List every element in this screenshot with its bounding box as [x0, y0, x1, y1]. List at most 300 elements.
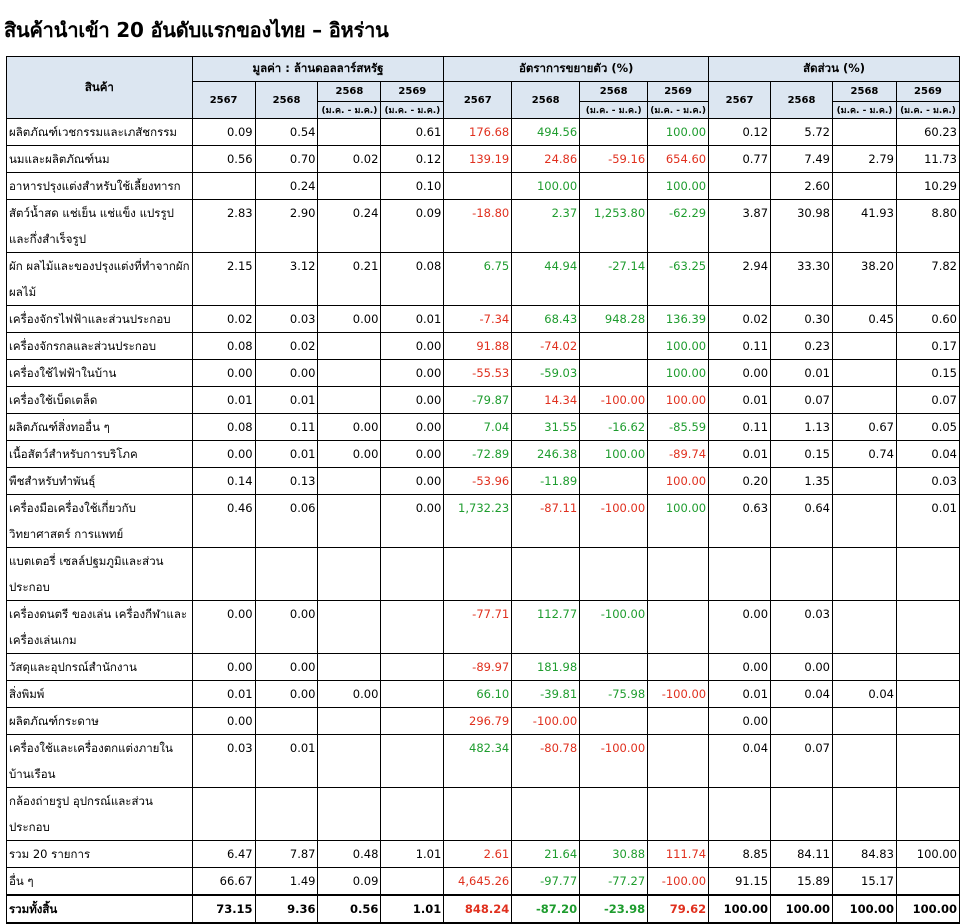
- value-cell: [381, 788, 444, 841]
- value-cell: 9.36: [255, 895, 318, 923]
- growth-cell: [648, 708, 709, 735]
- share-cell: [833, 654, 897, 681]
- growth-cell: 100.00: [648, 468, 709, 495]
- share-cell: 0.05: [896, 414, 959, 441]
- growth-cell: -87.11: [512, 495, 580, 548]
- product-name-cell: พืชสำหรับทำพันธุ์: [7, 468, 193, 495]
- share-cell: 0.07: [771, 735, 833, 788]
- value-cell: 0.01: [192, 387, 255, 414]
- header-year: 2568: [580, 82, 648, 102]
- value-cell: 0.00: [381, 414, 444, 441]
- value-cell: [381, 735, 444, 788]
- header-year: 2568: [318, 82, 381, 102]
- growth-cell: 139.19: [444, 146, 512, 173]
- table-row: [7, 468, 960, 495]
- growth-cell: 66.10: [444, 681, 512, 708]
- value-cell: 1.01: [381, 841, 444, 868]
- product-name-cell: เนื้อสัตว์สำหรับการบริโภค: [7, 441, 193, 468]
- value-cell: 0.09: [381, 200, 444, 253]
- value-cell: 0.01: [255, 387, 318, 414]
- product-name-cell: เครื่องใช้และเครื่องตกแต่งภายในบ้านเรือน: [7, 735, 193, 788]
- share-cell: 0.01: [709, 681, 771, 708]
- value-cell: 2.90: [255, 200, 318, 253]
- value-cell: 0.00: [318, 414, 381, 441]
- value-cell: [318, 387, 381, 414]
- share-cell: 0.00: [709, 601, 771, 654]
- growth-cell: [648, 654, 709, 681]
- value-cell: [255, 708, 318, 735]
- share-cell: 2.94: [709, 253, 771, 306]
- share-cell: [771, 708, 833, 735]
- share-cell: 0.17: [896, 333, 959, 360]
- growth-cell: 948.28: [580, 306, 648, 333]
- growth-cell: -59.16: [580, 146, 648, 173]
- share-cell: 0.03: [896, 468, 959, 495]
- growth-cell: 100.00: [648, 387, 709, 414]
- page-title: สินค้านำเข้า 20 อันดับแรกของไทย – อิหร่าน: [4, 18, 389, 42]
- value-cell: 0.21: [318, 253, 381, 306]
- table-row: [7, 708, 960, 735]
- share-cell: [896, 681, 959, 708]
- growth-cell: -89.74: [648, 441, 709, 468]
- growth-cell: 2.61: [444, 841, 512, 868]
- value-cell: 0.08: [192, 333, 255, 360]
- product-name-cell: เครื่องดนตรี ของเล่น เครื่องกีฬาและเครื่องเล่นเกม: [7, 601, 193, 654]
- growth-cell: 654.60: [648, 146, 709, 173]
- value-cell: 0.54: [255, 119, 318, 146]
- header-year: 2567: [192, 82, 255, 119]
- share-cell: 0.04: [771, 681, 833, 708]
- value-cell: 6.47: [192, 841, 255, 868]
- share-cell: 2.60: [771, 173, 833, 200]
- share-cell: 1.13: [771, 414, 833, 441]
- header-year: 2568: [512, 82, 580, 119]
- value-cell: [318, 119, 381, 146]
- growth-cell: [580, 360, 648, 387]
- value-cell: 0.03: [192, 735, 255, 788]
- value-cell: 0.56: [318, 895, 381, 923]
- growth-cell: -53.96: [444, 468, 512, 495]
- value-cell: 0.06: [255, 495, 318, 548]
- value-cell: 0.01: [192, 681, 255, 708]
- header-growth: อัตราการขยายตัว (%): [444, 57, 709, 82]
- value-cell: [318, 708, 381, 735]
- value-cell: 0.00: [255, 360, 318, 387]
- growth-cell: 848.24: [444, 895, 512, 923]
- share-cell: [833, 387, 897, 414]
- product-name-cell: อาหารปรุงแต่งสำหรับใช้เลี้ยงทารก: [7, 173, 193, 200]
- value-cell: 0.02: [255, 333, 318, 360]
- share-cell: 84.83: [833, 841, 897, 868]
- value-cell: [255, 788, 318, 841]
- growth-cell: -75.98: [580, 681, 648, 708]
- share-cell: 8.85: [709, 841, 771, 868]
- value-cell: 0.00: [192, 360, 255, 387]
- product-name-cell: ผลิตภัณฑ์กระดาษ: [7, 708, 193, 735]
- share-cell: 0.02: [709, 306, 771, 333]
- growth-cell: 100.00: [648, 495, 709, 548]
- share-cell: [896, 654, 959, 681]
- share-cell: 7.49: [771, 146, 833, 173]
- value-cell: [318, 495, 381, 548]
- growth-cell: 136.39: [648, 306, 709, 333]
- growth-cell: [648, 548, 709, 601]
- growth-cell: -100.00: [648, 868, 709, 896]
- value-cell: 0.00: [381, 468, 444, 495]
- value-cell: [192, 788, 255, 841]
- share-cell: 15.89: [771, 868, 833, 896]
- value-cell: 0.14: [192, 468, 255, 495]
- product-name-cell: เครื่องใช้เบ็ดเตล็ด: [7, 387, 193, 414]
- growth-cell: [580, 788, 648, 841]
- growth-cell: -7.34: [444, 306, 512, 333]
- table-row: [7, 868, 960, 896]
- value-cell: 0.00: [318, 441, 381, 468]
- growth-cell: -55.53: [444, 360, 512, 387]
- table-row: [7, 200, 960, 253]
- product-name-cell: ผลิตภัณฑ์สิ่งทออื่น ๆ: [7, 414, 193, 441]
- share-cell: 1.35: [771, 468, 833, 495]
- value-cell: 0.12: [381, 146, 444, 173]
- growth-cell: [444, 173, 512, 200]
- growth-cell: 176.68: [444, 119, 512, 146]
- share-cell: 91.15: [709, 868, 771, 896]
- share-cell: [833, 548, 897, 601]
- product-name-cell: เครื่องจักรไฟฟ้าและส่วนประกอบ: [7, 306, 193, 333]
- growth-cell: [648, 735, 709, 788]
- header-year: 2569: [896, 82, 959, 102]
- value-cell: [381, 654, 444, 681]
- growth-cell: 100.00: [648, 119, 709, 146]
- share-cell: 0.12: [709, 119, 771, 146]
- table-row: [7, 654, 960, 681]
- header-year: 2568: [771, 82, 833, 119]
- growth-cell: [648, 601, 709, 654]
- value-cell: [318, 548, 381, 601]
- growth-cell: 2.37: [512, 200, 580, 253]
- growth-cell: -63.25: [648, 253, 709, 306]
- growth-cell: -59.03: [512, 360, 580, 387]
- share-cell: 0.45: [833, 306, 897, 333]
- value-cell: 0.00: [192, 601, 255, 654]
- share-cell: 38.20: [833, 253, 897, 306]
- header-period: (ม.ค. - ม.ค.): [318, 102, 381, 119]
- growth-cell: 1,732.23: [444, 495, 512, 548]
- header-year: 2567: [444, 82, 512, 119]
- growth-cell: [580, 119, 648, 146]
- share-cell: 5.72: [771, 119, 833, 146]
- import-table: [6, 56, 960, 924]
- share-cell: 0.00: [709, 708, 771, 735]
- share-cell: 0.64: [771, 495, 833, 548]
- product-name-cell: สิ่งพิมพ์: [7, 681, 193, 708]
- growth-cell: -77.71: [444, 601, 512, 654]
- value-cell: 0.09: [318, 868, 381, 896]
- share-cell: 0.30: [771, 306, 833, 333]
- growth-cell: 246.38: [512, 441, 580, 468]
- share-cell: 0.07: [896, 387, 959, 414]
- product-name-cell: สัตว์น้ำสด แช่เย็น แช่แข็ง แปรรูปและกึ่งสำเร็จรูป: [7, 200, 193, 253]
- value-cell: 0.08: [192, 414, 255, 441]
- value-cell: 0.56: [192, 146, 255, 173]
- header-period: (ม.ค. - ม.ค.): [381, 102, 444, 119]
- growth-cell: -16.62: [580, 414, 648, 441]
- table-row: [7, 414, 960, 441]
- growth-cell: [512, 788, 580, 841]
- product-name-cell: เครื่องใช้ไฟฟ้าในบ้าน: [7, 360, 193, 387]
- growth-cell: -100.00: [580, 495, 648, 548]
- share-cell: 100.00: [709, 895, 771, 923]
- growth-cell: -79.87: [444, 387, 512, 414]
- value-cell: 0.48: [318, 841, 381, 868]
- growth-cell: 111.74: [648, 841, 709, 868]
- share-cell: 0.60: [896, 306, 959, 333]
- value-cell: 0.00: [318, 681, 381, 708]
- share-cell: 60.23: [896, 119, 959, 146]
- header-period: (ม.ค. - ม.ค.): [833, 102, 897, 119]
- value-cell: [192, 548, 255, 601]
- share-cell: 3.87: [709, 200, 771, 253]
- growth-cell: 91.88: [444, 333, 512, 360]
- growth-cell: 100.00: [512, 173, 580, 200]
- growth-cell: 181.98: [512, 654, 580, 681]
- share-cell: 100.00: [896, 841, 959, 868]
- header-period: (ม.ค. - ม.ค.): [896, 102, 959, 119]
- share-cell: 10.29: [896, 173, 959, 200]
- product-name-cell: กล้องถ่ายรูป อุปกรณ์และส่วนประกอบ: [7, 788, 193, 841]
- value-cell: 0.03: [255, 306, 318, 333]
- growth-cell: 21.64: [512, 841, 580, 868]
- value-cell: 66.67: [192, 868, 255, 896]
- value-cell: [255, 548, 318, 601]
- share-cell: 100.00: [833, 895, 897, 923]
- value-cell: 0.00: [192, 708, 255, 735]
- value-cell: [318, 654, 381, 681]
- value-cell: 0.01: [381, 306, 444, 333]
- growth-cell: -23.98: [580, 895, 648, 923]
- share-cell: 0.23: [771, 333, 833, 360]
- value-cell: [381, 548, 444, 601]
- header-year: 2569: [381, 82, 444, 102]
- growth-cell: [648, 788, 709, 841]
- growth-cell: 100.00: [648, 173, 709, 200]
- growth-cell: -97.77: [512, 868, 580, 896]
- value-cell: 0.00: [192, 441, 255, 468]
- value-cell: 1.01: [381, 895, 444, 923]
- growth-cell: [444, 548, 512, 601]
- product-name-cell: ผัก ผลไม้และของปรุงแต่งที่ทำจากผัก ผลไม้: [7, 253, 193, 306]
- value-cell: 0.00: [381, 360, 444, 387]
- growth-cell: -72.89: [444, 441, 512, 468]
- share-cell: [709, 788, 771, 841]
- share-cell: 0.20: [709, 468, 771, 495]
- share-cell: [896, 708, 959, 735]
- growth-cell: 296.79: [444, 708, 512, 735]
- product-name-cell: รวมทั้งสิ้น: [7, 895, 193, 923]
- growth-cell: -100.00: [580, 387, 648, 414]
- share-cell: 100.00: [896, 895, 959, 923]
- value-cell: 0.00: [381, 333, 444, 360]
- share-cell: 100.00: [771, 895, 833, 923]
- growth-cell: -27.14: [580, 253, 648, 306]
- value-cell: [381, 681, 444, 708]
- product-name-cell: วัสดุและอุปกรณ์สำนักงาน: [7, 654, 193, 681]
- header-year: 2569: [648, 82, 709, 102]
- growth-cell: -100.00: [580, 735, 648, 788]
- growth-cell: [580, 173, 648, 200]
- growth-cell: -85.59: [648, 414, 709, 441]
- value-cell: 0.24: [255, 173, 318, 200]
- growth-cell: -18.80: [444, 200, 512, 253]
- product-name-cell: เครื่องมือเครื่องใช้เกี่ยวกับวิทยาศาสตร์ การแพทย์: [7, 495, 193, 548]
- value-cell: 0.46: [192, 495, 255, 548]
- value-cell: 1.49: [255, 868, 318, 896]
- growth-cell: [580, 548, 648, 601]
- value-cell: [318, 360, 381, 387]
- table-row: [7, 387, 960, 414]
- product-name-cell: อื่น ๆ: [7, 868, 193, 896]
- table-row: [7, 119, 960, 146]
- value-cell: [381, 601, 444, 654]
- growth-cell: [580, 468, 648, 495]
- header-period: (ม.ค. - ม.ค.): [648, 102, 709, 119]
- growth-cell: 14.34: [512, 387, 580, 414]
- value-cell: 0.00: [381, 387, 444, 414]
- share-cell: 0.04: [896, 441, 959, 468]
- value-cell: [192, 173, 255, 200]
- header-year: 2567: [709, 82, 771, 119]
- growth-cell: -87.20: [512, 895, 580, 923]
- table-row: [7, 441, 960, 468]
- growth-cell: 1,253.80: [580, 200, 648, 253]
- share-cell: [896, 601, 959, 654]
- value-cell: 0.11: [255, 414, 318, 441]
- share-cell: [771, 548, 833, 601]
- growth-cell: -77.27: [580, 868, 648, 896]
- growth-cell: 30.88: [580, 841, 648, 868]
- share-cell: [833, 788, 897, 841]
- share-cell: 0.00: [709, 654, 771, 681]
- share-cell: [833, 119, 897, 146]
- growth-cell: -74.02: [512, 333, 580, 360]
- value-cell: 0.10: [381, 173, 444, 200]
- value-cell: [318, 601, 381, 654]
- value-cell: [318, 788, 381, 841]
- growth-cell: 100.00: [580, 441, 648, 468]
- product-name-cell: รวม 20 รายการ: [7, 841, 193, 868]
- share-cell: 0.15: [771, 441, 833, 468]
- share-cell: 0.01: [709, 387, 771, 414]
- value-cell: 0.13: [255, 468, 318, 495]
- table-row: [7, 253, 960, 306]
- growth-cell: 100.00: [648, 333, 709, 360]
- value-cell: [381, 708, 444, 735]
- header-period: (ม.ค. - ม.ค.): [580, 102, 648, 119]
- growth-cell: -100.00: [512, 708, 580, 735]
- share-cell: 8.80: [896, 200, 959, 253]
- growth-cell: 68.43: [512, 306, 580, 333]
- share-cell: 0.04: [709, 735, 771, 788]
- share-cell: 0.11: [709, 333, 771, 360]
- value-cell: [318, 735, 381, 788]
- growth-cell: 482.34: [444, 735, 512, 788]
- growth-cell: 44.94: [512, 253, 580, 306]
- value-cell: 2.15: [192, 253, 255, 306]
- share-cell: [833, 601, 897, 654]
- growth-cell: 79.62: [648, 895, 709, 923]
- table-row: [7, 333, 960, 360]
- share-cell: 15.17: [833, 868, 897, 896]
- header-value: มูลค่า : ล้านดอลลาร์สหรัฐ: [192, 57, 444, 82]
- share-cell: [896, 868, 959, 896]
- product-name-cell: ผลิตภัณฑ์เวชกรรมและเภสัชกรรม: [7, 119, 193, 146]
- growth-cell: 31.55: [512, 414, 580, 441]
- growth-cell: 112.77: [512, 601, 580, 654]
- growth-cell: [444, 788, 512, 841]
- share-cell: 2.79: [833, 146, 897, 173]
- growth-cell: 6.75: [444, 253, 512, 306]
- share-cell: [771, 788, 833, 841]
- share-cell: [833, 333, 897, 360]
- growth-cell: -100.00: [648, 681, 709, 708]
- value-cell: [381, 868, 444, 896]
- header-product: สินค้า: [7, 57, 193, 119]
- share-cell: [709, 548, 771, 601]
- share-cell: 0.03: [771, 601, 833, 654]
- table-row: [7, 306, 960, 333]
- value-cell: 0.02: [318, 146, 381, 173]
- table-row: [7, 788, 960, 841]
- value-cell: 0.00: [255, 601, 318, 654]
- product-name-cell: นมและผลิตภัณฑ์นม: [7, 146, 193, 173]
- share-cell: [833, 735, 897, 788]
- growth-cell: 7.04: [444, 414, 512, 441]
- share-cell: 0.07: [771, 387, 833, 414]
- share-cell: 0.15: [896, 360, 959, 387]
- share-cell: 30.98: [771, 200, 833, 253]
- value-cell: 0.00: [255, 654, 318, 681]
- product-name-cell: แบตเตอรี่ เซลล์ปฐมภูมิและส่วนประกอบ: [7, 548, 193, 601]
- table-row: [7, 548, 960, 601]
- value-cell: [318, 173, 381, 200]
- growth-cell: [580, 333, 648, 360]
- share-cell: 0.63: [709, 495, 771, 548]
- growth-cell: 100.00: [648, 360, 709, 387]
- share-cell: 0.00: [771, 654, 833, 681]
- growth-cell: 4,645.26: [444, 868, 512, 896]
- share-cell: [833, 708, 897, 735]
- share-cell: 7.82: [896, 253, 959, 306]
- table-row: [7, 146, 960, 173]
- value-cell: 0.00: [381, 441, 444, 468]
- growth-cell: -11.89: [512, 468, 580, 495]
- table-row: [7, 601, 960, 654]
- growth-cell: -100.00: [580, 601, 648, 654]
- value-cell: 0.61: [381, 119, 444, 146]
- value-cell: 73.15: [192, 895, 255, 923]
- table-row: [7, 360, 960, 387]
- product-name-cell: เครื่องจักรกลและส่วนประกอบ: [7, 333, 193, 360]
- share-cell: 0.01: [709, 441, 771, 468]
- share-cell: [833, 360, 897, 387]
- value-cell: 2.83: [192, 200, 255, 253]
- value-cell: 0.00: [255, 681, 318, 708]
- share-cell: [709, 173, 771, 200]
- share-cell: [833, 468, 897, 495]
- growth-cell: -80.78: [512, 735, 580, 788]
- table-row: [7, 173, 960, 200]
- value-cell: 0.24: [318, 200, 381, 253]
